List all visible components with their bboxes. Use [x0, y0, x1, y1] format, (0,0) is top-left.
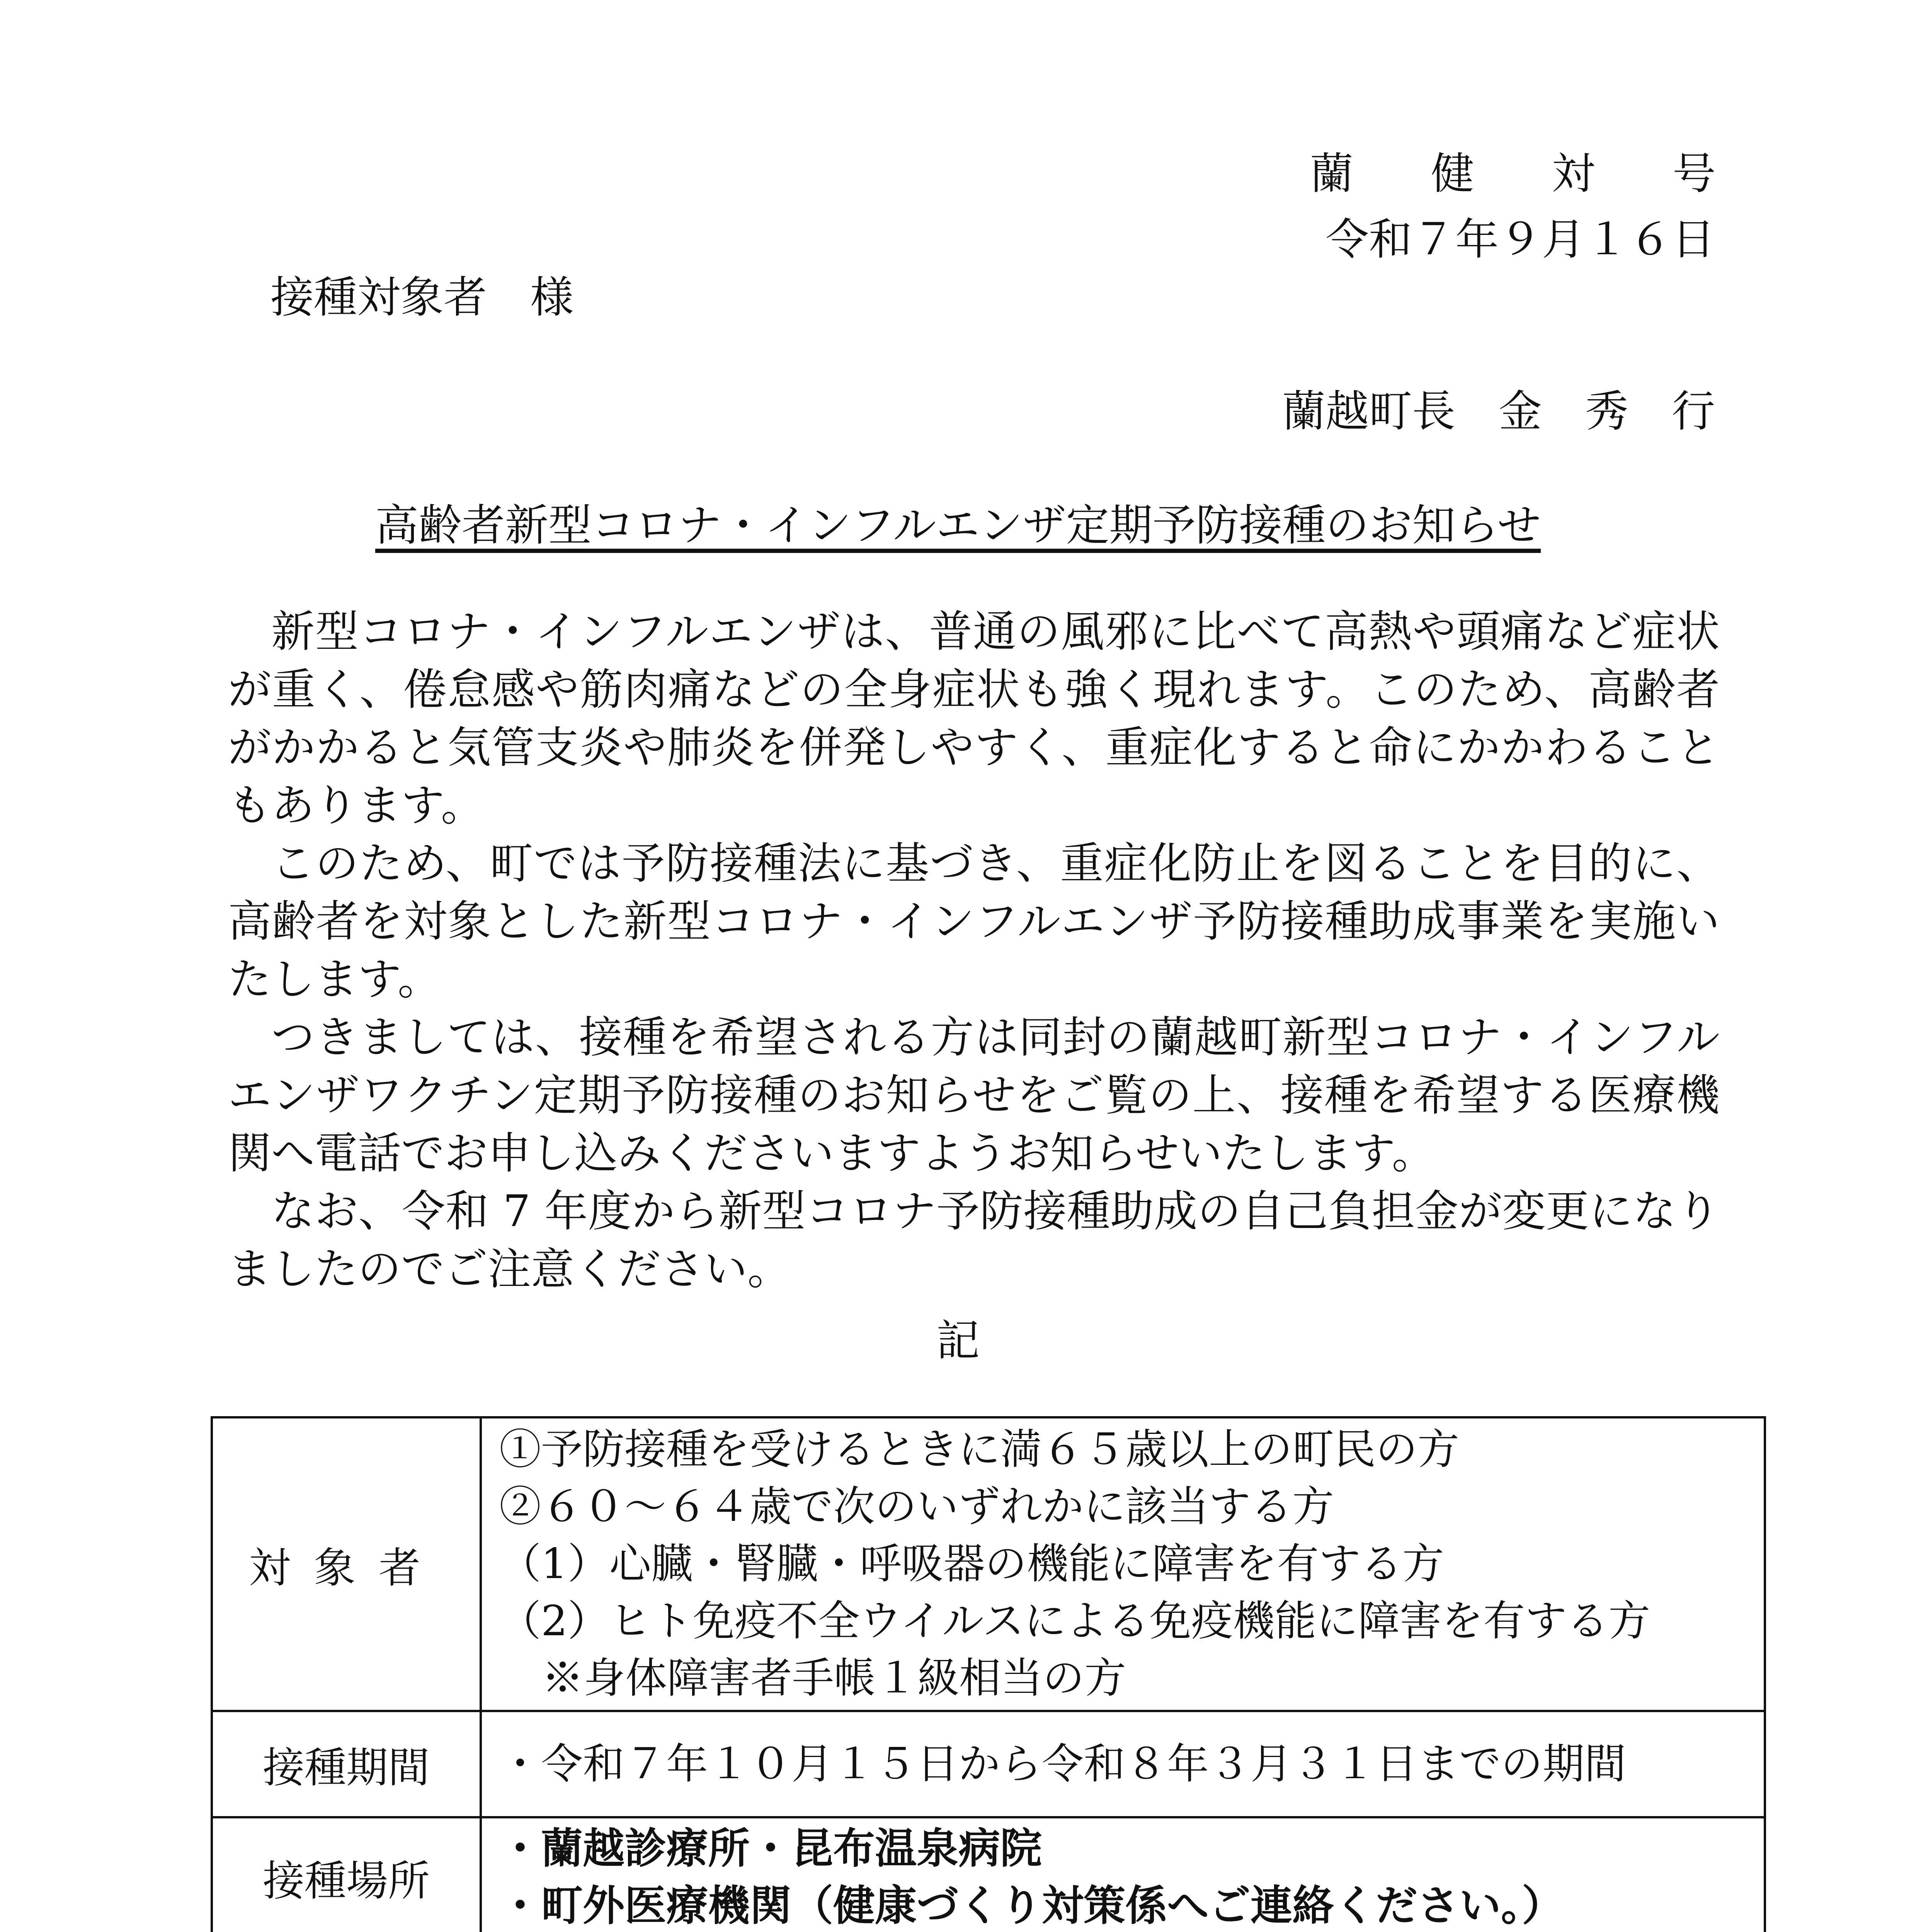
target-line: （2）ヒト免疫不全ウイルスによる免疫機能に障害を有する方 [499, 1597, 1651, 1645]
reference-number [1310, 139, 1716, 201]
body-text [228, 603, 1720, 1298]
addressee: 接種対象者 様 [271, 272, 573, 323]
label-period: 接種期間 [212, 1711, 481, 1817]
table-row-target [212, 1417, 1765, 1711]
label-place: 接種場所 [212, 1817, 481, 1932]
period-text: ・令和７年１０月１５日から令和８年３月３１日までの期間 [499, 1740, 1627, 1788]
reference-char: 号 [1672, 149, 1716, 199]
target-line: ①予防接種を受けるときに満６５歳以上の町民の方 [499, 1425, 1460, 1474]
reference-char: 蘭 [1310, 149, 1353, 199]
place-content [481, 1817, 1765, 1932]
target-content [481, 1417, 1765, 1711]
page-title: 高齢者新型コロナ・インフルエンザ定期予防接種のお知らせ [375, 500, 1541, 551]
body-paragraph: つきましては、接種を希望される方は同封の蘭越町新型コロナ・インフルエンザワクチン定期予防接種のお知らせをご覧の上、接種を希望する医療機関へ電話でお申し込みくださいますようお知らせいたします。 [228, 1012, 1720, 1179]
section-marker: 記 [936, 1316, 980, 1366]
target-line: ②６０～６４歳で次のいずれかに該当する方 [499, 1483, 1334, 1531]
period-content [481, 1711, 1765, 1817]
sender: 蘭越町長 金 秀 行 [1282, 386, 1715, 437]
label-target: 対象者 [212, 1417, 481, 1711]
body-paragraph: このため、町では予防接種法に基づき、重症化防止を図ることを目的に、高齢者を対象とした新型コロナ・インフルエンザ予防接種助成事業を実施いたします。 [228, 838, 1720, 1005]
info-table [211, 1416, 1766, 1932]
issue-date: 令和７年９月１６日 [1326, 214, 1715, 265]
place-line: ・町外医療機関（健康づくり対策係へご連絡ください。） [499, 1881, 1564, 1930]
target-line: （1）心臓・腎臓・呼吸器の機能に障害を有する方 [499, 1540, 1444, 1588]
table-row-place [212, 1817, 1765, 1932]
reference-char: 健 [1431, 149, 1474, 199]
target-line: ※身体障害者手帳１級相当の方 [542, 1654, 1126, 1702]
body-paragraph: なお、令和 7 年度から新型コロナ予防接種助成の自己負担金が変更になりましたのでご注意ください。 [228, 1186, 1720, 1294]
table-row-period [212, 1711, 1765, 1817]
body-paragraph: 新型コロナ・インフルエンザは、普通の風邪に比べて高熱や頭痛など症状が重く、倦怠感や筋肉痛などの全身症状も強く現れます。このため、高齢者がかかると気管支炎や肺炎を併発しやすく、重症化すると命にかかわることもあります。 [228, 607, 1720, 831]
reference-char: 対 [1552, 149, 1595, 199]
place-line: ・蘭越診療所・昆布温泉病院 [499, 1824, 1042, 1873]
